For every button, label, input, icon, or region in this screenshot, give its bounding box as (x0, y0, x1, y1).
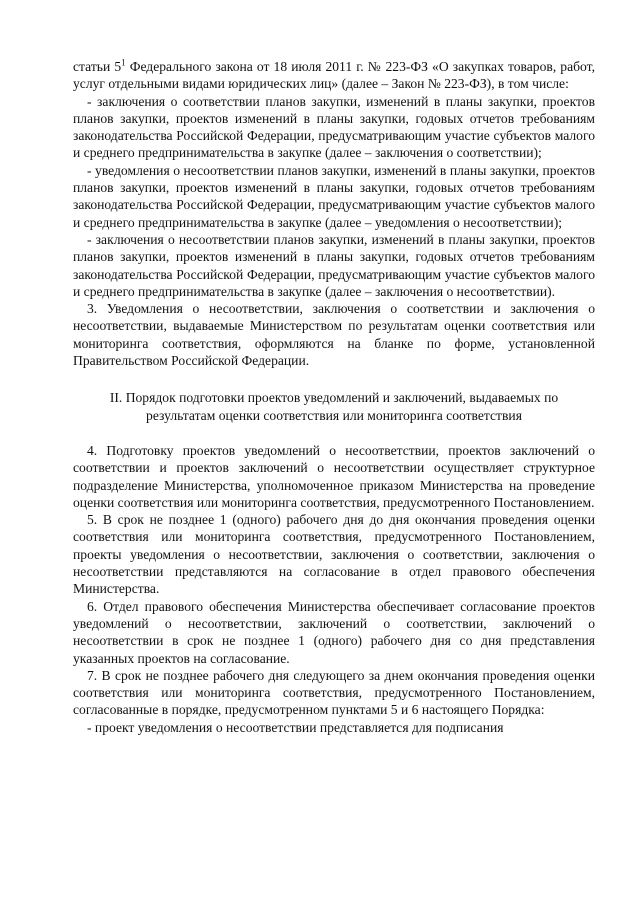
intro-text-end: Федерального закона от 18 июля 2011 г. № 223-ФЗ «О закупках товаров, работ, услуг отдельными видами юридических лиц» (далее – Закон № 223-ФЗ), в том числе: (73, 59, 595, 92)
list-item-conclusion-noncompliance: - заключения о несоответствии планов закупки, изменений в планы закупки, проектов планов закупки, проектов изменений в планы закупки, годовых отчетов требованиям законодательства Российской Федерации, предусматривающим участие субъектов малого и среднего предпринимательства в закупке (далее – заключения о несоответствии). (73, 231, 595, 299)
document-page (73, 58, 595, 736)
paragraph-5: 5. В срок не позднее 1 (одного) рабочего дня до дня окончания проведения оценки соответствия или мониторинга соответствия, предусмотренного Постановлением, проекты уведомления о несоответствии, заключения о соответствии, заключения о несоответствии представляются на согласование в отдел правового обеспечения Министерства. (73, 512, 595, 597)
section-title: II. Порядок подготовки проектов уведомлений и заключений, выдаваемых по результатам оценки соответствия или мониторинга соответствия (109, 390, 559, 423)
list-item-notice-signing: - проект уведомления о несоответствии представляется для подписания (87, 719, 504, 735)
paragraph-intro (73, 58, 595, 93)
intro-text-start: статьи 5 (73, 59, 122, 74)
superscript: 1 (121, 57, 126, 68)
list-item-notice-noncompliance: - уведомления о несоответствии планов закупки, изменений в планы закупки, проектов планов закупки, проектов изменений в планы закупки, годовых отчетов требованиям законодательства Российской Федерации, предусматривающим участие субъектов малого и среднего предпринимательства в закупке (далее – уведомления о несоответствии); (73, 162, 595, 230)
paragraph-4: 4. Подготовку проектов уведомлений о несоответствии, проектов заключений о соответствии и проектов заключений о несоответствии осуществляет структурное подразделение Министерства, уполномоченное приказом Министерства на проведение оценки соответствия или мониторинга соответствия, предусмотренного Постановлением. (73, 442, 595, 510)
paragraph-7: 7. В срок не позднее рабочего дня следующего за днем окончания проведения оценки соответствия или мониторинга соответствия, предусмотренного Постановлением, согласованные в порядке, предусмотренном пунктами 5 и 6 настоящего Порядка: (73, 667, 595, 718)
paragraph-3: 3. Уведомления о несоответствии, заключения о соответствии и заключения о несоответствии, выдаваемые Министерством по результатам оценки соответствия или мониторинга соответствия, оформляются на бланке по форме, установленной Правительством Российской Федерации. (73, 301, 595, 369)
list-item-conclusion-compliance: - заключения о соответствии планов закупки, изменений в планы закупки, проектов планов закупки, проектов изменений в планы закупки, годовых отчетов требованиям законодательства Российской Федерации, предусматривающим участие субъектов малого и среднего предпринимательства в закупке (далее – заключения о соответствии); (73, 93, 595, 161)
paragraph-6: 6. Отдел правового обеспечения Министерства обеспечивает согласование проектов уведомлений о несоответствии, заключений о соответствии, заключений о несоответствии в срок не позднее 1 (одного) рабочего дня со дня представления указанных проектов на согласование. (73, 598, 595, 666)
